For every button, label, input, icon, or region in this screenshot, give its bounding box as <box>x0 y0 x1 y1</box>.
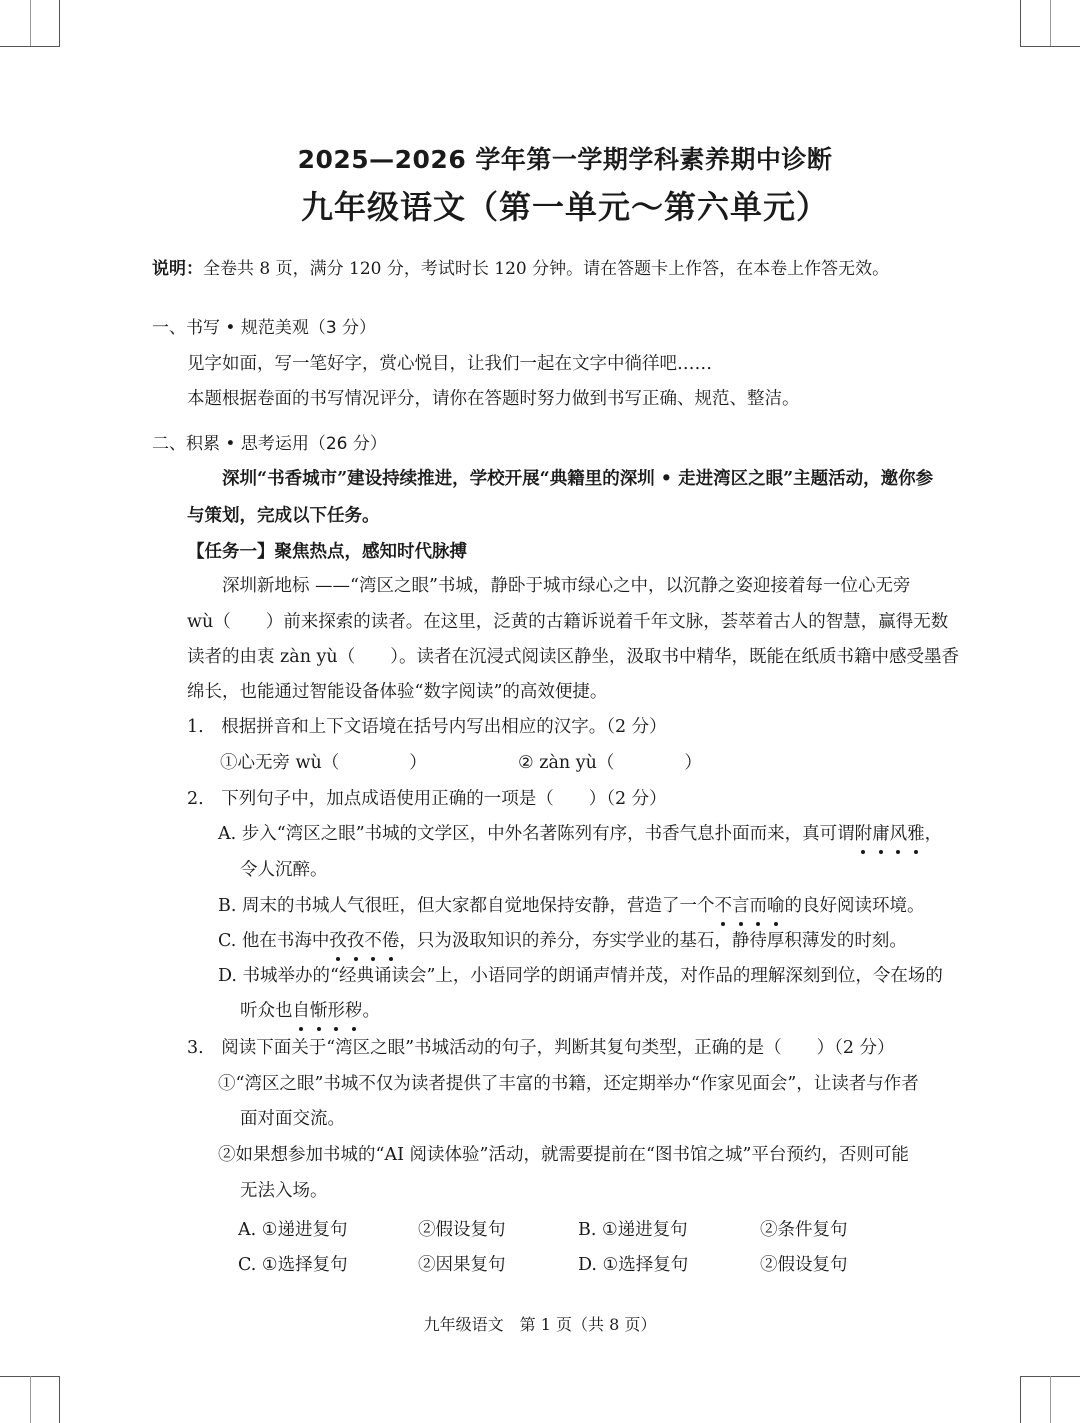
crop-mark-bl-v2 <box>30 1376 31 1423</box>
q2-option-c <box>218 933 907 951</box>
q3-sentence2-line2: 无法入场。 <box>240 1181 328 1201</box>
q2-b-idiom-char: 言 <box>731 896 750 916</box>
crop-mark-tr-v <box>1020 0 1021 46</box>
passage-line1: 深圳新地标 ——“湾区之眼”书城，静卧于城市绿心之中，以沉静之姿迎接着每一位心无旁 <box>222 576 911 596</box>
q2-c-idiom-char: 不 <box>364 931 382 951</box>
q3-sentence2-line1: ②如果想参加书城的“AI 阅读体验”活动，就需要提前在“图书馆之城”平台预约，否则可能 <box>218 1145 909 1165</box>
q3-option-d2: ②假设复句 <box>760 1255 848 1275</box>
crop-mark-tr-h <box>1020 46 1080 47</box>
q2-b-idiom-char: 而 <box>749 896 767 916</box>
passage-line2: wù（ ）前来探索的读者。在这里，泛黄的古籍诉说着千年文脉，荟萃着古人的智慧，赢得无数 <box>187 612 949 632</box>
q3-option-c1: C. ①选择复句 <box>238 1255 348 1275</box>
section1-heading: 一、书写 • 规范美观（3 分） <box>152 318 377 338</box>
q2-a-idiom-char: 风 <box>889 824 908 844</box>
q1-stem: 1. 根据拼音和上下文语境在括号内写出相应的汉字。（2 分） <box>187 717 667 737</box>
q2-b-idiom-char: 不 <box>714 896 732 916</box>
q3-option-b1: B. ①递进复句 <box>578 1220 688 1240</box>
exam-subtitle: 九年级语文（第一单元～第六单元） <box>300 188 829 226</box>
q2-a-text-end: ， <box>924 824 943 844</box>
q2-d-text-end: 。 <box>362 1001 380 1021</box>
q2-c-idiom-char: 孜 <box>329 931 347 951</box>
q2-d-idiom-char: 自 <box>292 1001 310 1021</box>
crop-mark-bl-v <box>59 1376 60 1423</box>
passage-line3: 读者的由衷 zàn yù（ ）。读者在沉浸式阅读区静坐，汲取书中精华，既能在纸质书籍中感受墨香 <box>187 647 959 667</box>
q2-d-idiom-char: 形 <box>327 1001 345 1021</box>
q2-c-idiom-char: 倦 <box>381 931 400 951</box>
q2-b-text-end: 的良好阅读环境。 <box>784 896 925 916</box>
crop-mark-tl-v2 <box>30 0 31 46</box>
q3-option-c2: ②因果复句 <box>418 1255 506 1275</box>
q3-stem: 3. 阅读下面关于“湾区之眼”书城活动的句子，判断其复句类型，正确的是（ ）（2 分） <box>187 1038 895 1058</box>
crop-mark-br-v2 <box>1050 1376 1051 1423</box>
section2-intro-line2: 与策划，完成以下任务。 <box>187 506 380 526</box>
q1-blank1: ①心无旁 wù（ ） <box>220 753 427 773</box>
section2-heading: 二、积累 • 思考运用（26 分） <box>152 434 387 454</box>
crop-mark-tl-h <box>0 46 60 47</box>
q2-b-idiom-char: 喻 <box>766 896 785 916</box>
q2-c-text-end: ，只为汲取知识的养分，夯实学业的基石，静待厚积薄发的时刻。 <box>399 931 907 951</box>
section1-line2: 本题根据卷面的书写情况评分，请你在答题时努力做到书写正确、规范、整洁。 <box>187 389 800 409</box>
q2-stem: 2. 下列句子中，加点成语使用正确的一项是（ ）（2 分） <box>187 789 667 809</box>
q2-option-a <box>218 826 942 844</box>
q2-d-idiom-char: 秽 <box>345 1001 363 1021</box>
page-footer: 九年级语文 第 1 页（共 8 页） <box>423 1315 657 1334</box>
q2-c-text: C. 他在书海中 <box>218 931 330 951</box>
q2-option-d-line2 <box>240 1003 380 1021</box>
section1-line1: 见字如面，写一笔好字，赏心悦目，让我们一起在文字中徜徉吧…… <box>187 354 712 374</box>
exam-instructions <box>152 254 889 279</box>
section2-intro-line1: 深圳“书香城市”建设持续推进，学校开展“典籍里的深圳 • 走进湾区之眼”主题活动，邀你参 <box>222 469 934 489</box>
exam-title: 2025—2026 学年第一学期学科素养期中诊断 <box>297 145 833 174</box>
instructions-label: 说明： <box>152 259 203 279</box>
q2-a-idiom-char: 雅 <box>907 824 925 844</box>
q3-option-a2: ②假设复句 <box>418 1220 506 1240</box>
q3-option-b2: ②条件复句 <box>760 1220 848 1240</box>
q3-sentence1-line2: 面对面交流。 <box>240 1109 345 1129</box>
q2-option-a-line2: 令人沉醉。 <box>240 860 328 880</box>
q2-d-text: 听众也 <box>240 1001 293 1021</box>
crop-mark-tr-v2 <box>1050 0 1051 46</box>
q3-option-a1: A. ①递进复句 <box>238 1220 348 1240</box>
q2-a-text: A. 步入“湾区之眼”书城的文学区，中外名著陈列有序，书香气息扑面而来，真可谓 <box>218 824 855 844</box>
crop-mark-tl-v <box>59 0 60 46</box>
crop-mark-br-v <box>1020 1376 1021 1423</box>
passage-line4: 绵长，也能通过智能设备体验“数字阅读”的高效便捷。 <box>187 682 608 702</box>
q3-sentence1-line1: ①“湾区之眼”书城不仅为读者提供了丰富的书籍，还定期举办“作家见面会”，让读者与作者 <box>218 1074 919 1094</box>
task1-heading: 【任务一】聚焦热点，感知时代脉搏 <box>187 542 467 562</box>
q2-c-idiom-char: 孜 <box>346 931 365 951</box>
q2-b-text: B. 周末的书城人气很旺，但大家都自觉地保持安静，营造了一个 <box>218 896 715 916</box>
q2-a-idiom-char: 庸 <box>872 824 890 844</box>
q2-d-idiom-char: 惭 <box>310 1001 328 1021</box>
q3-option-d1: D. ①选择复句 <box>578 1255 689 1275</box>
q2-option-b <box>218 898 924 916</box>
q2-option-d-line1: D. 书城举办的“经典诵读会”上，小语同学的朗诵声情并茂，对作品的理解深刻到位，令在场的 <box>218 966 943 986</box>
q2-a-idiom-char: 附 <box>854 824 873 844</box>
instructions-text: 全卷共 8 页，满分 120 分，考试时长 120 分钟。请在答题卡上作答，在本卷上作答无效。 <box>203 259 890 279</box>
q1-blank2: ② zàn yù（ ） <box>518 753 702 773</box>
